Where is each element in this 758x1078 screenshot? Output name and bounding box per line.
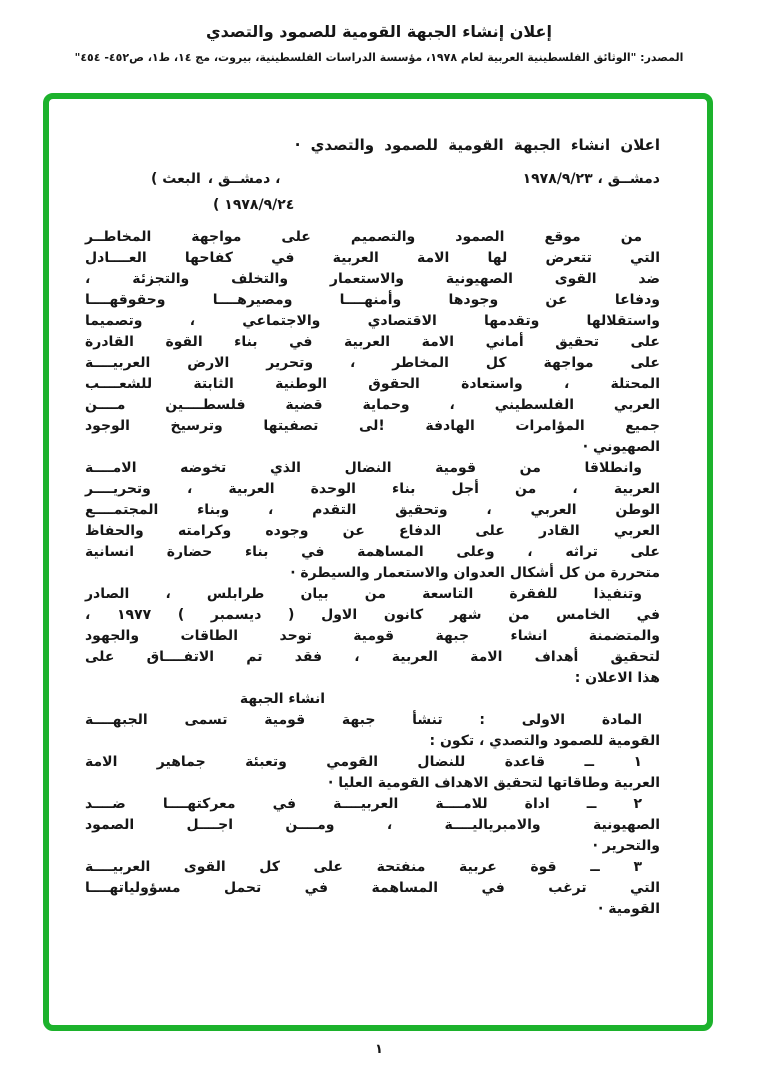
text-line: لتحقيق أهداف الامة العربية ، فقد تم الاتفــــاق على: [85, 649, 660, 665]
article-1: [85, 710, 660, 752]
paragraph-3: [85, 584, 660, 689]
text-line: العربي القادر على الدفاع عن وجوده وكرامته والحفاظ: [85, 523, 660, 539]
text-line: وتنفيذا للفقرة التاسعة من بيان طرابلس ، الصادر: [85, 586, 642, 602]
text-line: المحتلة ، واستعادة الحقوق الوطنية الثابتة للشعــــب: [85, 376, 660, 392]
dateline-place-date: دمشــق ، ١٩٧٨/٩/٢٣: [522, 171, 660, 187]
dateline: [85, 169, 660, 190]
source-citation: المصدر: "الوثائق الفلسطينية العربية لعام ١٩٧٨، مؤسسة الدراسات الفلسطينية، بيروت، مج ١٤، ط١، ص٤٥٢- ٤٥٤": [74, 51, 684, 64]
text-line: على مواجهة كل المخاطر ، وتحرير الارض العربيــــة: [85, 355, 660, 371]
citation-date: ( ١٩٧٨/٩/٢٤: [213, 197, 295, 213]
text-line: المادة الاولى : تنشأ جبهة قومية تسمى الجبهــــة: [85, 712, 642, 728]
text-line: العربية وطاقاتها لتحقيق الاهداف القومية العليا ·: [328, 775, 660, 791]
text-line: التي ترغب في المساهمة في تحمل مسؤولياتهــــا: [85, 880, 660, 896]
text-line: الوطن العربي ، وتحقيق التقدم ، وبناء المجتمــــع: [85, 502, 660, 518]
list-item-1: [85, 752, 660, 794]
text-line: ١ ــ قاعدة للنضال القومي وتعبئة جماهير الامة: [85, 754, 642, 770]
text-line: واستقلالها وتقدمها الاقتصادي والاجتماعي ، وتصميما: [85, 313, 660, 329]
section-heading: انشاء الجبهة: [239, 691, 326, 707]
text-line: القومية للصمود والتصدي ، تكون :: [429, 733, 660, 749]
list-item-2: [85, 794, 660, 857]
text-line: ضد القوى الصهيونية والاستعمار والتخلف والتجزئة ،: [85, 271, 660, 287]
text-line: هذا الاعلان :: [574, 670, 660, 686]
text-line: وانطلاقا من قومية النضال الذي تخوضه الامــــة: [85, 460, 642, 476]
text-line: القومية ·: [598, 901, 660, 917]
document-title: اعلان انشاء الجبهة القومية للصمود والتصدي ·: [294, 136, 660, 154]
dateline-citation-date-row: [85, 195, 660, 216]
paragraph-1: [85, 227, 660, 458]
text-line: على تحقيق أماني الامة العربية في بناء القوة القادرة: [85, 334, 660, 350]
text-line: الصهيونية والامبرياليــــة ، ومــــن اجــــل الصمود: [85, 817, 660, 833]
text-line: على تراثه ، وعلى المساهمة في بناء حضارة انسانية: [85, 544, 660, 560]
page-number: ١: [375, 1042, 383, 1057]
list-item-3: [85, 857, 660, 920]
citation-place: ، دمشــق ،: [207, 171, 281, 187]
document-body: [85, 134, 660, 920]
text-line: الصهيوني ·: [582, 439, 660, 455]
text-line: التي تتعرض لها الامة العربية في كفاحها العــــادل: [85, 250, 660, 266]
document-text: [85, 227, 660, 920]
dateline-citation: [151, 169, 280, 190]
citation-source: ( البعث: [151, 171, 201, 187]
text-line: في الخامس من شهر كانون الاول ( ديسمبر ) ١٩٧٧ ،: [85, 607, 660, 623]
text-line: متحررة من كل أشكال العدوان والاستعمار والسيطرة ·: [290, 565, 660, 581]
text-line: العربية ، من أجل بناء الوحدة العربية ، وتحريــــر: [85, 481, 660, 497]
page-title: إعلان إنشاء الجبهة القومية للصمود والتصدي: [206, 22, 552, 41]
text-line: من موقع الصمود والتصميم على مواجهة المخاطــر: [85, 229, 642, 245]
text-line: جميع المؤامرات الهادفة !لى تصفيتها وترسيخ الوجود: [85, 418, 660, 434]
text-line: ودفاعا عن وجودها وأمنهــــا ومصيرهــــا وحقوقهــــا: [85, 292, 660, 308]
text-line: ٣ ــ قوة عربية منفتحة على كل القوى العربيــــة: [85, 859, 642, 875]
page-header: [0, 22, 758, 64]
text-line: ٢ ــ اداة للامــــة العربيــــة في معركتهــــا ضــــد: [85, 796, 642, 812]
text-line: والمتضمنة انشاء جبهة قومية توحد الطاقات والجهود: [85, 628, 660, 644]
text-line: العربي الفلسطيني ، وحماية قضية فلسطــــين مــــن: [85, 397, 660, 413]
paragraph-2: [85, 458, 660, 584]
text-line: والتحرير ·: [592, 838, 660, 854]
